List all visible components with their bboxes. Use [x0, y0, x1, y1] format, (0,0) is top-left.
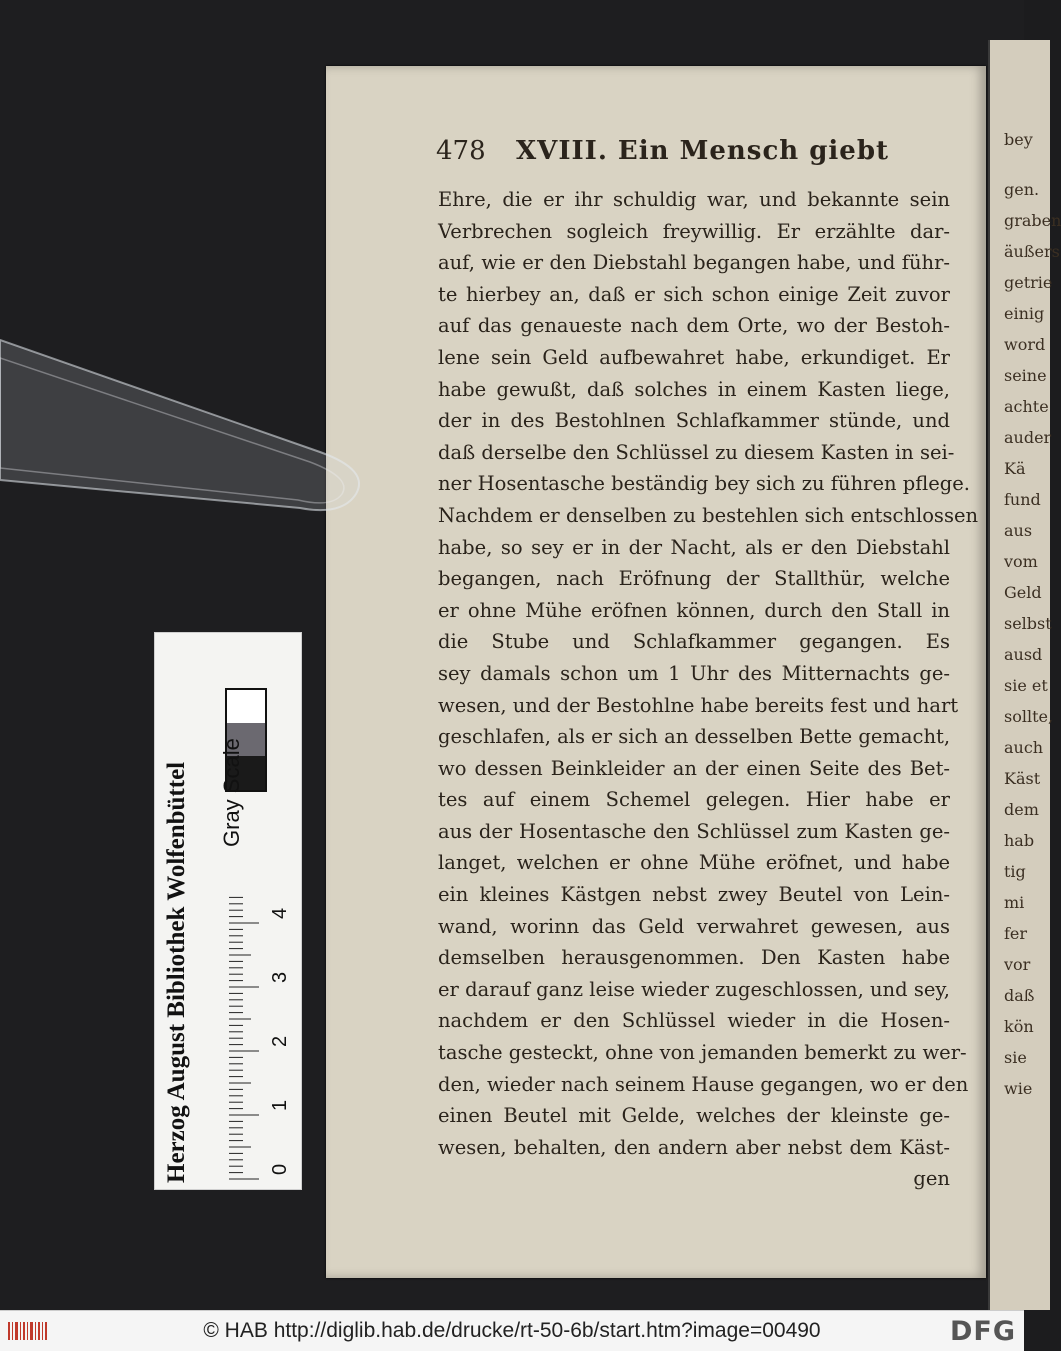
text-line: Ehre, die er ihr schuldig war, und bekannte sein — [438, 188, 950, 211]
next-page-fragment: sollte, — [1004, 707, 1054, 726]
next-page-fragment: hab — [1004, 831, 1035, 850]
next-page-fragment: mi — [1004, 893, 1025, 912]
text-line: ein kleines Kästgen nebst zwey Beutel von Lein- — [438, 883, 950, 907]
next-page-fragment: sie et — [1004, 676, 1048, 695]
text-line: wo dessen Beinkleider an der einen Seite des Bet- — [438, 756, 950, 780]
next-page-fragment: ausd — [1004, 645, 1043, 664]
next-page-fragment: fund — [1004, 490, 1041, 509]
next-page-fragment: einig — [1004, 304, 1045, 323]
next-page-fragment: dem — [1004, 800, 1039, 819]
text-line: wesen, und der Bestohlne habe bereits fest und hart — [438, 693, 959, 717]
source-url[interactable]: © HAB http://diglib.hab.de/drucke/rt-50-6b/start.htm?image=00490 — [203, 1319, 821, 1342]
next-page-fragment: fer — [1004, 924, 1028, 943]
next-page-fragment: Geld — [1004, 583, 1042, 602]
text-line: langet, welchen er ohne Mühe eröfnet, und habe — [438, 851, 950, 875]
text-line: wesen, behalten, den andern aber nebst dem Käst- — [438, 1135, 950, 1159]
next-page-fragment: Käst — [1004, 769, 1041, 788]
next-page-fragment: äußers — [1004, 242, 1060, 261]
text-line: aus der Hosentasche den Schlüssel zum Kasten ge- — [438, 819, 950, 843]
next-page-fragment: gen. — [1004, 180, 1040, 199]
next-page-fragment: graben — [1004, 211, 1061, 230]
next-page-fragment: tig — [1004, 862, 1026, 881]
text-line: er ohne Mühe eröfnen können, durch den Stall in — [438, 598, 950, 622]
next-page-fragment: vor — [1004, 955, 1031, 974]
next-page-fragment: Kä — [1004, 459, 1026, 478]
next-page-fragment: kön — [1004, 1017, 1034, 1036]
viewer-footer — [0, 1310, 1024, 1351]
text-line: sey damals schon um 1 Uhr des Mitternachts ge- — [438, 661, 950, 685]
text-line: habe gewußt, daß solches in einem Kasten liege, — [438, 377, 950, 401]
next-page-fragment: auder — [1004, 428, 1052, 447]
text-line: habe, so sey er in der Nacht, als er den Diebstahl — [438, 535, 950, 559]
text-line: te hierbey an, daß er sich schon einige Zeit zuvor — [438, 282, 950, 306]
text-line: Verbrechen sogleich freywillig. Er erzählte dar- — [438, 219, 950, 243]
next-page-fragment: bey — [1004, 130, 1033, 149]
page-clip — [0, 280, 380, 540]
text-line: er darauf ganz leise wieder zugeschlossen, und sey, — [438, 977, 950, 1001]
page-number: 478 — [436, 136, 486, 166]
text-line: begangen, nach Eröfnung der Stallthür, welche — [438, 567, 950, 591]
ruler-number-0: 0 — [269, 1163, 291, 1175]
ruler-ticks — [229, 895, 261, 1185]
dfg-logo: DFG — [949, 1316, 1016, 1347]
text-line: lene sein Geld aufbewahret habe, erkundiget. Er — [438, 345, 950, 369]
text-line: Nachdem er denselben zu bestehlen sich entschlossen — [438, 503, 979, 527]
next-page-fragment: vom — [1004, 552, 1038, 571]
next-page-fragment: getrie — [1004, 273, 1053, 292]
ruler-number-4: 4 — [269, 907, 291, 919]
text-line: einen Beutel mit Gelde, welches der kleinste ge- — [438, 1104, 950, 1128]
institution-label: Herzog August Bibliothek Wolfenbüttel — [163, 761, 190, 1183]
text-line: ner Hosentasche beständig bey sich zu führen pflege. — [438, 472, 971, 496]
text-line: auf, wie er den Diebstahl begangen habe, und führ- — [438, 251, 950, 275]
text-line: tasche gesteckt, ohne von jemanden bemerkt zu wer- — [438, 1041, 967, 1065]
next-page-fragment: word — [1004, 335, 1046, 354]
text-line: daß derselbe den Schlüssel zu diesem Kasten in sei- — [438, 440, 955, 464]
text-line: tes auf einem Schemel gelegen. Hier habe er — [438, 788, 950, 812]
next-page-fragment: achte — [1004, 397, 1049, 416]
text-line: nachdem er den Schlüssel wieder in die Hosen- — [438, 1009, 950, 1033]
text-line: wand, worinn das Geld verwahret gewesen, aus — [438, 914, 950, 938]
next-page-fragment: daß — [1004, 986, 1035, 1005]
next-page-fragment: sie — [1004, 1048, 1027, 1067]
ruler-number-3: 3 — [269, 971, 291, 983]
book-page — [326, 66, 986, 1278]
text-line: die Stube und Schlafkammer gegangen. Es — [438, 630, 950, 654]
running-title: XVIII. Ein Mensch giebt — [516, 136, 890, 166]
next-page-fragment: seine — [1004, 366, 1047, 385]
text-line: geschlafen, als er sich an desselben Bette gemacht, — [438, 725, 951, 749]
color-scale-card — [154, 632, 302, 1190]
ruler-number-1: 1 — [269, 1099, 291, 1111]
next-page-fragment: auch — [1004, 738, 1044, 757]
next-page-fragment: aus — [1004, 521, 1033, 540]
gray-scale-label: Gray Scale — [219, 738, 244, 847]
text-line: der in des Bestohlnen Schlafkammer stünde, und — [438, 409, 950, 433]
next-page-fragment: wie — [1004, 1079, 1033, 1098]
next-page-edge — [988, 40, 1061, 1310]
page-header — [436, 136, 956, 176]
page-text — [438, 184, 979, 1195]
ruler-number-2: 2 — [269, 1035, 291, 1047]
text-line: demselben herausgenommen. Den Kasten habe — [438, 946, 950, 970]
next-page-fragment: selbst — [1004, 614, 1052, 633]
text-line: gen — [913, 1167, 950, 1191]
text-line: den, wieder nach seinem Hause gegangen, wo er den — [438, 1072, 969, 1096]
text-line: auf das genaueste nach dem Orte, wo der Bestoh- — [438, 314, 950, 338]
